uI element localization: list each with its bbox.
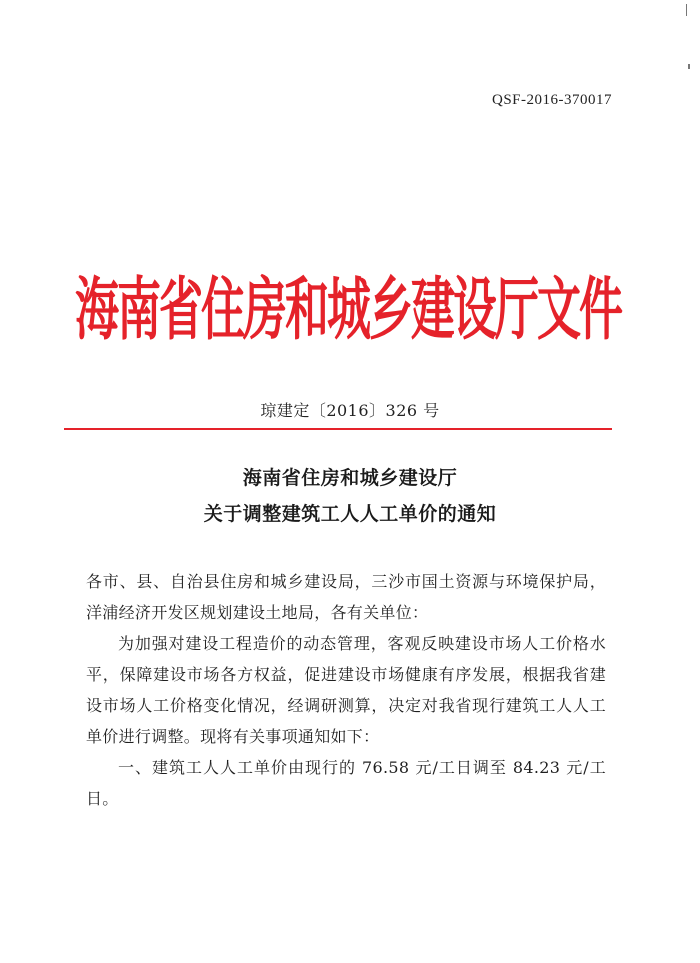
scan-artifact (686, 4, 687, 16)
document-code: QSF-2016-370017 (491, 92, 612, 108)
paragraph-intro: 为加强对建设工程造价的动态管理，客观反映建设市场人工价格水平，保障建设市场各方权益，促进建设市场健康有序发展，根据我省建设市场人工价格变化情况，经调研测算，决定对我省现行建筑工人人工单价进行调整。现将有关事项通知如下： (86, 634, 606, 746)
red-divider-line (64, 428, 612, 430)
notice-title (0, 460, 700, 532)
salutation: 各市、县、自治县住房和城乡建设局，三沙市国土资源与环境保护局，洋浦经济开发区规划建设土地局，各有关单位： (86, 572, 606, 622)
notice-title-line-2: 关于调整建筑工人人工单价的通知 (203, 503, 497, 525)
notice-title-line-1: 海南省住房和城乡建设厅 (242, 467, 458, 489)
masthead-title: 海南省住房和城乡建设厅文件 (75, 271, 621, 351)
notice-body (86, 566, 606, 814)
scan-artifact (688, 64, 690, 69)
document-number: 琼建定〔2016〕326 号 (260, 401, 440, 420)
item-one: 一、建筑工人人工单价由现行的 76.58 元/工日调至 84.23 元/工日。 (86, 758, 606, 808)
